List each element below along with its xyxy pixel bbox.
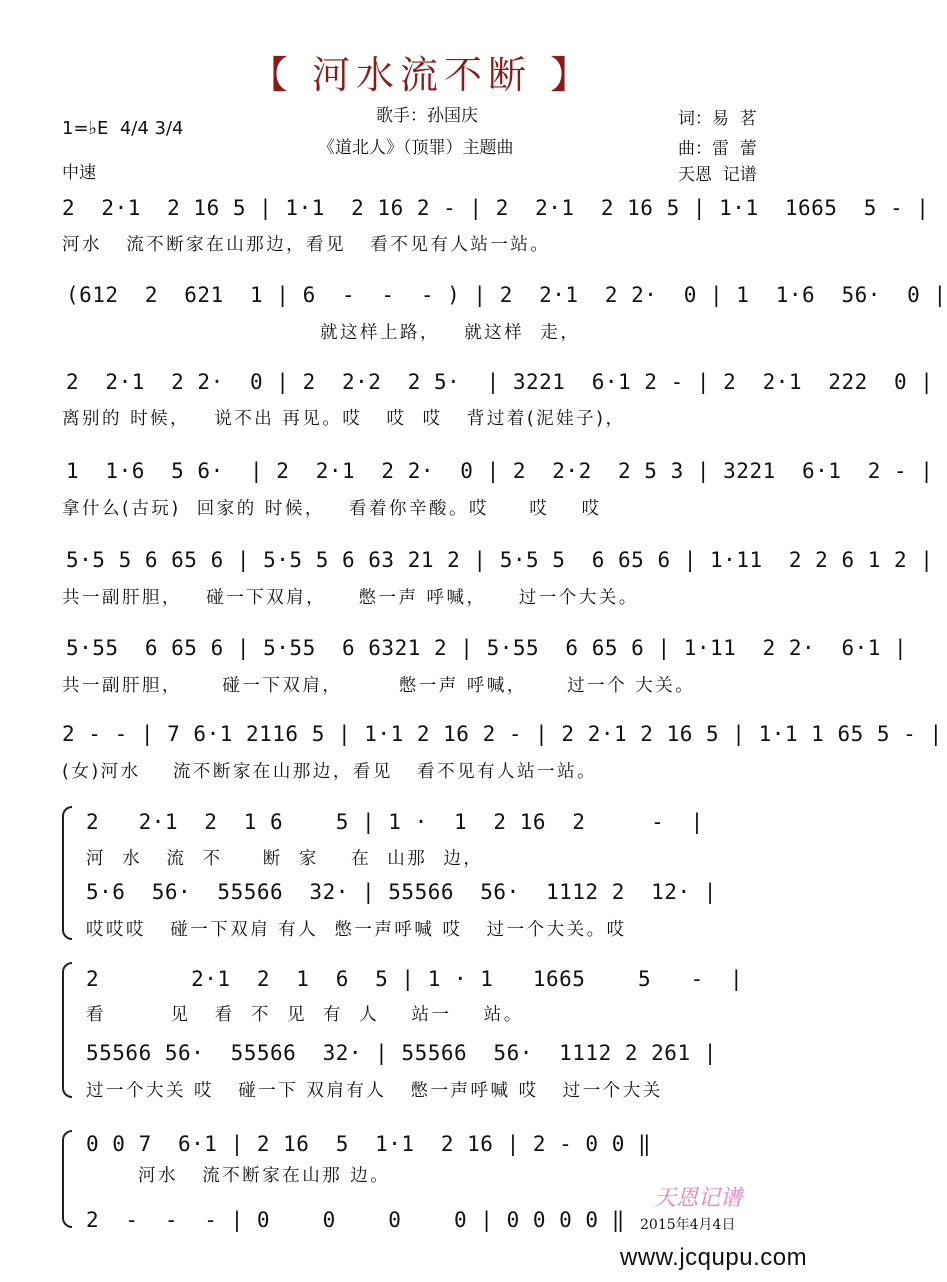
lyric-line-7: (女)河水 流不断家在山那边，看见 看不见有人站一站。 xyxy=(62,762,598,782)
lyric-line-6: 共一副肝胆， 碰一下双肩， 憋一声 呼喊， 过一个 大关。 xyxy=(62,676,696,696)
lyric-line-4: 拿什么(古玩) 回家的 时候， 看着你辛酸。哎 哎 哎 xyxy=(62,499,602,519)
system-brace xyxy=(62,1130,72,1228)
notation-line-13: 2 - - - | 0 0 0 0 | 0 0 0 0 ‖ xyxy=(86,1208,625,1232)
lyric-line-12: 河水 流不断家在山那 边。 xyxy=(138,1166,391,1186)
key-signature: 1=♭E 4/4 3/4 xyxy=(62,118,184,139)
notation-line-7: 2 - - | 7 6·1 2116 5 | 1·1 2 16 2 - | 2 2·1 2 16 5 | 1·1 1 65 5 - | xyxy=(62,722,943,746)
system-brace xyxy=(62,806,72,940)
notation-line-4: 1 1·6 5 6· | 2 2·1 2 2· 0 | 2 2·2 2 5 3 | 3221 6·1 2 - | xyxy=(66,459,934,483)
notation-line-12: 0 0 7 6·1 | 2 16 5 1·1 2 16 | 2 - 0 0 ‖ xyxy=(86,1132,652,1156)
website-link[interactable]: www.jcqupu.com xyxy=(620,1244,808,1271)
notation-line-9: 5·6 56· 55566 32· | 55566 56· 1112 2 12· | xyxy=(86,880,717,904)
lyric-line-1: 河水 流不断家在山那边，看见 看不见有人站一站。 xyxy=(62,235,551,255)
lyric-line-8: 河 水 流 不 断 家 在 山那 边， xyxy=(86,849,484,869)
system-brace xyxy=(62,962,72,1098)
notation-line-10: 2 2·1 2 1 6 5 | 1 · 1 1665 5 - | xyxy=(86,967,744,991)
page-title: 【 河水流不断 】 xyxy=(249,53,595,97)
date-label: 2015年4月4日 xyxy=(640,1217,736,1233)
transcriber: 天恩 记谱 xyxy=(678,165,757,185)
lyric-line-2: 就这样上路， 就这样 走， xyxy=(62,323,581,343)
notation-line-8: 2 2·1 2 1 6 5 | 1 · 1 2 16 2 - | xyxy=(86,810,704,834)
singer: 歌手：孙国庆 xyxy=(376,106,478,126)
lyric-line-3: 离别的 时候， 说不出 再见。哎 哎 哎 背过着(泥娃子)， xyxy=(62,409,626,429)
notation-line-5: 5·5 5 6 65 6 | 5·5 5 6 63 21 2 | 5·5 5 6 65 6 | 1·11 2 2 6 1 2 | xyxy=(66,548,934,572)
composer: 曲：雷 蕾 xyxy=(678,139,757,159)
lyricist: 词：易 茗 xyxy=(678,109,757,129)
notation-line-3: 2 2·1 2 2· 0 | 2 2·2 2 5· | 3221 6·1 2 - | 2 2·1 222 0 | xyxy=(66,370,934,394)
subtitle: 《道北人》（顶罪）主题曲 xyxy=(318,138,514,158)
lyric-line-5: 共一副肝胆， 碰一下双肩， 憋一声 呼喊， 过一个大关。 xyxy=(62,588,639,608)
notation-line-6: 5·55 6 65 6 | 5·55 6 6321 2 | 5·55 6 65 6 | 1·11 2 2· 6·1 | xyxy=(66,636,908,660)
notation-line-11: 55566 56· 55566 32· | 55566 56· 1112 2 261 | xyxy=(86,1041,717,1065)
lyric-line-10: 看 见 看 不 见 有 人 站一 站。 xyxy=(86,1005,524,1025)
notation-line-1: 2 2·1 2 16 5 | 1·1 2 16 2 - | 2 2·1 2 16 5 | 1·1 1665 5 - | xyxy=(62,196,930,220)
notation-line-2: (612 2 621 1 | 6 - - - ) | 2 2·1 2 2· 0 | 1 1·6 56· 0 | xyxy=(66,283,947,307)
tempo: 中速 xyxy=(62,163,96,183)
lyric-line-11: 过一个大关 哎 碰一下 双肩有人 憋一声呼喊 哎 过一个大关 xyxy=(86,1081,663,1101)
lyric-line-9: 哎哎哎 碰一下双肩 有人 憋一声呼喊 哎 过一个大关。哎 xyxy=(86,920,627,940)
watermark-stamp: 天恩记谱 xyxy=(654,1186,743,1211)
